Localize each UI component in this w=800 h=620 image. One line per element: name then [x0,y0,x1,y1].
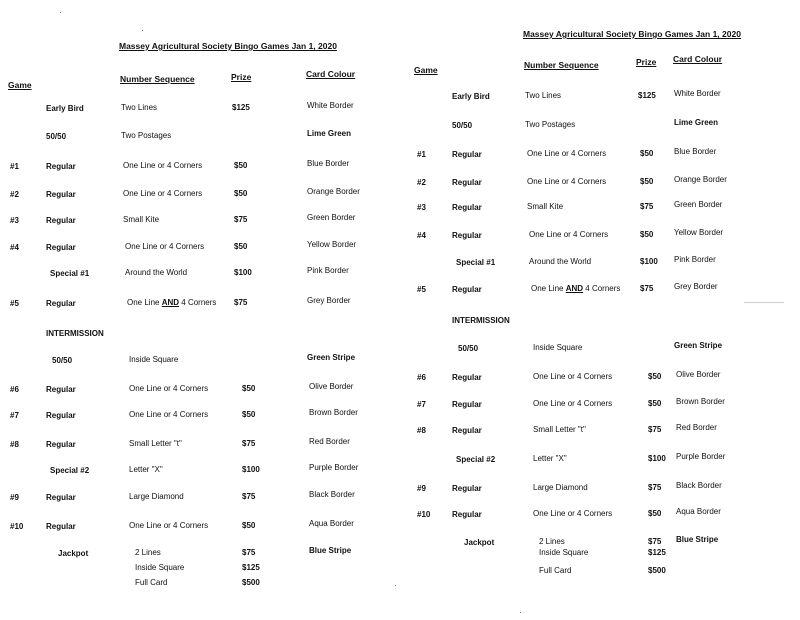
card-colour: Grey Border [307,296,351,305]
number-sequence: One Line or 4 Corners [533,509,613,518]
number-sequence: One Line or 4 Corners [527,149,607,158]
card-colour: Green Stripe [307,353,356,362]
card-colour: Brown Border [676,397,725,406]
prize-amount: $50 [234,161,248,170]
game-type: Regular [452,150,482,160]
prize-amount: $125 [232,103,250,112]
game-type: Regular [452,400,482,410]
number-sequence: One Line AND 4 Corners [531,284,621,293]
game-number: #5 [10,299,19,309]
number-sequence: One Line or 4 Corners [129,521,209,530]
scan-speck [520,612,521,613]
header-number-sequence: Number Sequence [524,60,599,70]
number-sequence: Around the World [529,257,592,266]
game-type: Regular [452,178,482,188]
prize-amount: $75 [648,483,662,492]
card-colour: Black Border [309,490,355,499]
game-type: 50/50 [452,121,473,131]
game-type: Jackpot [464,538,495,548]
header-game: Game [8,80,32,90]
number-sequence: Small Letter "t" [129,439,182,448]
card-colour: Olive Border [309,382,354,391]
number-sequence: Large Diamond [129,492,184,501]
number-sequence: Full Card [539,566,572,575]
number-sequence: Large Diamond [533,483,588,492]
prize-amount: $75 [648,537,662,546]
card-colour: Blue Stripe [676,535,719,544]
game-number: #8 [10,440,19,450]
prize-amount: $50 [234,189,248,198]
scan-speck [142,30,143,31]
game-number: #6 [417,373,426,383]
prize-amount: $100 [648,454,666,463]
number-sequence: Small Kite [123,215,160,224]
card-colour: Lime Green [674,118,719,127]
game-type: Special #2 [50,466,90,476]
card-colour: Orange Border [307,187,360,196]
number-sequence: Full Card [135,578,168,587]
card-colour: Green Stripe [674,341,723,350]
prize-amount: $50 [234,242,248,251]
number-sequence: One Line AND 4 Corners [127,298,217,307]
game-type: Regular [452,203,482,213]
game-number: #3 [417,203,426,213]
number-sequence: Inside Square [533,343,583,352]
number-sequence: One Line or 4 Corners [527,177,607,186]
card-colour: Blue Stripe [309,546,352,555]
card-colour: Purple Border [309,463,359,472]
game-number: #1 [417,150,426,160]
number-sequence: Two Postages [525,120,576,129]
header-prize: Prize [231,72,252,82]
number-sequence: Two Lines [525,91,562,100]
game-type: Regular [452,373,482,383]
card-colour: Lime Green [307,129,352,138]
number-sequence: Two Lines [121,103,158,112]
card-colour: Purple Border [676,452,726,461]
number-sequence: One Line or 4 Corners [123,189,203,198]
number-sequence: One Line or 4 Corners [129,410,209,419]
prize-amount: $75 [234,298,248,307]
header-number-sequence: Number Sequence [120,74,195,84]
game-type: Regular [452,231,482,241]
prize-amount: $125 [242,563,260,572]
prize-amount: $50 [648,509,662,518]
game-type: Regular [46,522,76,532]
game-type: Regular [452,484,482,494]
game-type: 50/50 [46,132,67,142]
prize-amount: $50 [242,384,256,393]
number-sequence: One Line or 4 Corners [123,161,203,170]
number-sequence: Inside Square [135,563,185,572]
game-type: Regular [46,493,76,503]
game-type: Regular [46,411,76,421]
header-game: Game [414,65,438,75]
prize-amount: $100 [234,268,252,277]
header-prize: Prize [636,57,657,67]
emphasis-and: AND [565,284,584,293]
game-number: #4 [10,243,19,253]
header-card-colour: Card Colour [306,69,356,79]
number-sequence: Around the World [125,268,188,277]
game-number: #7 [10,411,19,421]
prize-amount: $75 [242,439,256,448]
prize-amount: $50 [640,149,654,158]
emphasis-and: AND [161,298,180,307]
card-colour: Blue Border [307,159,350,168]
game-number: #1 [10,162,19,172]
card-colour: White Border [674,89,721,98]
number-sequence: Two Postages [121,131,172,140]
game-type: INTERMISSION [452,316,510,326]
prize-amount: $75 [640,284,654,293]
card-colour: Blue Border [674,147,717,156]
card-colour: Brown Border [309,408,358,417]
game-type: Regular [452,285,482,295]
card-colour: Aqua Border [676,507,721,516]
card-colour: Black Border [676,481,722,490]
game-type: 50/50 [458,344,479,354]
game-number: #10 [10,522,24,532]
number-sequence: One Line or 4 Corners [129,384,209,393]
card-colour: Green Border [307,213,356,222]
number-sequence: 2 Lines [539,537,565,546]
card-colour: Olive Border [676,370,721,379]
game-number: #9 [10,493,19,503]
number-sequence: One Line or 4 Corners [125,242,205,251]
prize-amount: $500 [648,566,666,575]
game-type: Special #1 [456,258,496,268]
game-number: #5 [417,285,426,295]
card-colour: Red Border [676,423,717,432]
prize-amount: $75 [648,425,662,434]
number-sequence: Letter "X" [129,465,163,474]
game-type: Early Bird [46,104,84,114]
prize-amount: $50 [648,399,662,408]
prize-amount: $50 [648,372,662,381]
number-sequence: 2 Lines [135,548,161,557]
game-type: Regular [46,299,76,309]
prize-amount: $75 [242,548,256,557]
game-type: Early Bird [452,92,490,102]
number-sequence: One Line or 4 Corners [533,372,613,381]
prize-amount: $50 [242,521,256,530]
bingo-sheet-right [400,0,800,620]
number-sequence: Letter "X" [533,454,567,463]
card-colour: Aqua Border [309,519,354,528]
sheet-title: Massey Agricultural Society Bingo Games Jan 1, 2020 [119,41,337,51]
game-number: #7 [417,400,426,410]
game-type: Special #2 [456,455,496,465]
card-colour: Pink Border [674,255,716,264]
game-number: #3 [10,216,19,226]
number-sequence: One Line or 4 Corners [529,230,609,239]
number-sequence: Small Letter "t" [533,425,586,434]
prize-amount: $100 [242,465,260,474]
prize-amount: $75 [640,202,654,211]
card-colour: Yellow Border [674,228,724,237]
card-colour: Pink Border [307,266,349,275]
game-number: #4 [417,231,426,241]
game-number: #10 [417,510,431,520]
game-type: Regular [46,243,76,253]
game-type: Regular [46,385,76,395]
game-type: Regular [46,190,76,200]
prize-amount: $125 [638,91,656,100]
prize-amount: $75 [242,492,256,501]
number-sequence: Inside Square [129,355,179,364]
game-type: Regular [46,216,76,226]
game-type: Jackpot [58,549,89,559]
prize-amount: $100 [640,257,658,266]
sheet-title: Massey Agricultural Society Bingo Games Jan 1, 2020 [523,29,741,39]
game-type: Regular [452,426,482,436]
card-colour: Orange Border [674,175,727,184]
scan-speck [60,12,61,13]
prize-amount: $50 [640,177,654,186]
game-type: Regular [452,510,482,520]
card-colour: Green Border [674,200,723,209]
game-type: Regular [46,162,76,172]
game-number: #2 [417,178,426,188]
game-number: #9 [417,484,426,494]
game-number: #6 [10,385,19,395]
prize-amount: $500 [242,578,260,587]
game-number: #2 [10,190,19,200]
game-type: 50/50 [52,356,73,366]
scan-speck [744,302,784,303]
prize-amount: $75 [234,215,248,224]
prize-amount: $50 [640,230,654,239]
header-card-colour: Card Colour [673,54,723,64]
game-type: Regular [46,440,76,450]
card-colour: White Border [307,101,354,110]
prize-amount: $50 [242,410,256,419]
game-type: Special #1 [50,269,90,279]
number-sequence: One Line or 4 Corners [533,399,613,408]
number-sequence: Inside Square [539,548,589,557]
number-sequence: Small Kite [527,202,564,211]
game-number: #8 [417,426,426,436]
card-colour: Yellow Border [307,240,357,249]
scan-speck [395,585,396,586]
prize-amount: $125 [648,548,666,557]
card-colour: Red Border [309,437,350,446]
card-colour: Grey Border [674,282,718,291]
game-type: INTERMISSION [46,329,104,339]
